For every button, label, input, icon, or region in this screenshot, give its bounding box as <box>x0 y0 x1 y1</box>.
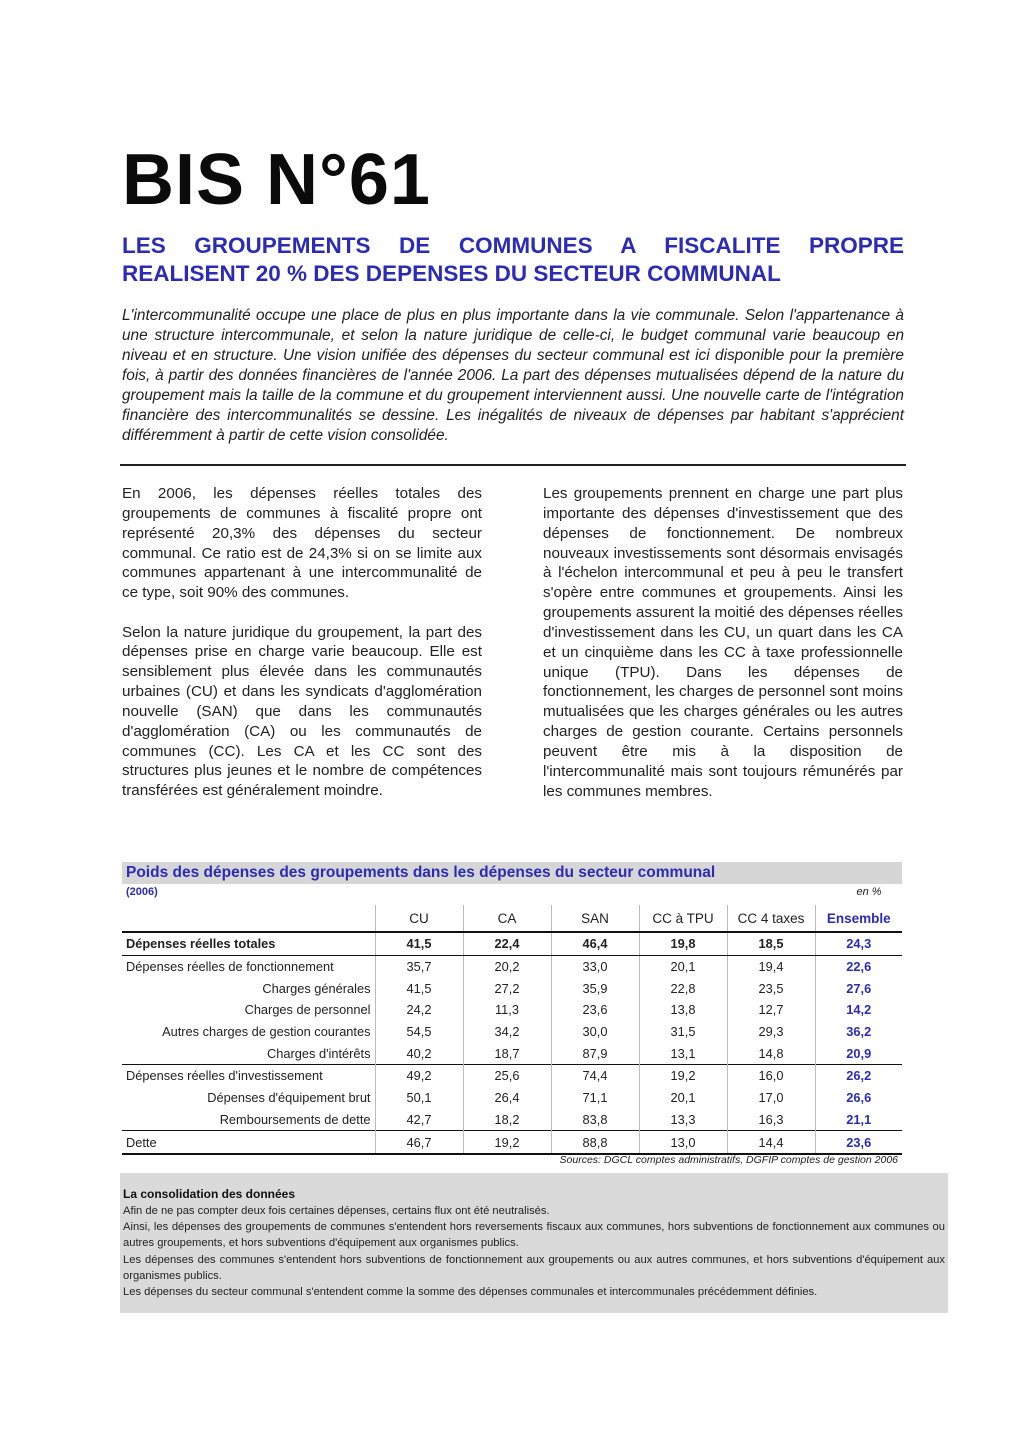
table-cell: 35,9 <box>551 977 639 999</box>
row-label: Autres charges de gestion courantes <box>162 1024 371 1040</box>
table-cell: 41,5 <box>375 932 463 955</box>
table-cell: 19,2 <box>463 1131 551 1154</box>
table-cell: 30,0 <box>551 1021 639 1043</box>
intro-paragraph: L'intercommunalité occupe une place de plus en plus importante dans la vie communale. Selon l'appartenance à une structure intercommunale, et selon la nature juridique de celle-ci, le budget communal varie beaucoup en niveau et en structure. Une vision unifiée des dépenses du secteur communal est ici disponible pour la première fois, à partir des données financières de l'année 2006. La part des dépenses mutualisées dépend de la nature du groupement mais la taille de la commune et du groupement interviennent aussi. Une nouvelle carte de l'intégration financière des intercommunalités se dessine. Les inégalités de niveaux de dépenses par habitant s'apprécient différemment à partir de cette vision consolidée. <box>122 307 904 444</box>
table-row <box>122 1021 902 1043</box>
table-cell: 27,2 <box>463 977 551 999</box>
table-cell: 88,8 <box>551 1131 639 1154</box>
body-paragraph: En 2006, les dépenses réelles totales des groupements de communes à fiscalité propre ont représenté 20,3% des dépenses du secteur communal. Ce ratio est de 24,3% si on se limite aux communes appartenant à une intercommunalité de ce type, soit 90% des communes. <box>122 485 482 602</box>
table-cell: 26,6 <box>815 1087 902 1109</box>
table-cell: 19,8 <box>639 932 727 955</box>
table-cell: 13,8 <box>639 999 727 1021</box>
table-header-row <box>122 905 902 932</box>
column-header: CA <box>463 905 551 932</box>
table-cell: 54,5 <box>375 1021 463 1043</box>
table-cell: 41,5 <box>375 977 463 999</box>
table-cell: 27,6 <box>815 977 902 999</box>
row-label: Dépenses d'équipement brut <box>207 1090 371 1106</box>
row-label: Dépenses réelles de fonctionnement <box>126 959 334 975</box>
table-cell: 23,6 <box>815 1131 902 1154</box>
table-cell: 42,7 <box>375 1109 463 1131</box>
row-label: Remboursements de dette <box>219 1111 371 1127</box>
table-cell: 71,1 <box>551 1087 639 1109</box>
bis-number-title: BIS N°61 <box>122 140 431 220</box>
table-cell: 14,4 <box>727 1131 815 1154</box>
table-cell: 26,2 <box>815 1065 902 1087</box>
table-cell: 13,3 <box>639 1109 727 1131</box>
table-row <box>122 977 902 999</box>
note-paragraph: Afin de ne pas compter deux fois certaines dépenses, certains flux ont été neutralisés. <box>123 1205 550 1217</box>
table-cell: 46,4 <box>551 932 639 955</box>
body-column-left <box>122 484 482 821</box>
table-row <box>122 999 902 1021</box>
table-cell: 26,4 <box>463 1087 551 1109</box>
headline <box>122 232 904 288</box>
table-cell: 13,0 <box>639 1131 727 1154</box>
table-cell: 35,7 <box>375 955 463 977</box>
column-header: CC à TPU <box>639 905 727 932</box>
table-cell: 11,3 <box>463 999 551 1021</box>
table-cell: 12,7 <box>727 999 815 1021</box>
table-sources: Sources: DGCL comptes administratifs, DGFIP comptes de gestion 2006 <box>559 1154 898 1166</box>
note-title: La consolidation des données <box>123 1187 296 1201</box>
table-cell: 25,6 <box>463 1065 551 1087</box>
table-cell: 31,5 <box>639 1021 727 1043</box>
body-paragraph: Selon la nature juridique du groupement, la part des dépenses prise en charge varie beaucoup. Elle est sensiblement plus élevée dans les communautés urbaines (CU) et dans les syndicats d'agglomération nouvelle (SAN) que dans les communautés d'agglomération (CA) ou les communautés de communes (CC). Les CA et les CC sont des structures plus jeunes et le nombre de compétences transférées est généralement moindre. <box>122 623 482 800</box>
table-cell: 18,2 <box>463 1109 551 1131</box>
note-text <box>123 1203 945 1300</box>
table-cell: 74,4 <box>551 1065 639 1087</box>
table-cell: 20,1 <box>639 955 727 977</box>
table-cell: 14,2 <box>815 999 902 1021</box>
table-cell: 18,7 <box>463 1042 551 1064</box>
table-cell: 29,3 <box>727 1021 815 1043</box>
headline-line-1: LES GROUPEMENTS DE COMMUNES A FISCALITE PROPRE <box>122 233 904 258</box>
table-cell: 21,1 <box>815 1109 902 1131</box>
table-cell: 23,5 <box>727 977 815 999</box>
row-label: Dépenses réelles totales <box>122 932 375 955</box>
column-header: Ensemble <box>815 905 902 932</box>
table-cell: 18,5 <box>727 932 815 955</box>
table-cell: 14,8 <box>727 1042 815 1064</box>
table-cell: 83,8 <box>551 1109 639 1131</box>
body-column-right <box>543 484 903 821</box>
table-cell: 20,9 <box>815 1042 902 1064</box>
data-table <box>122 905 902 1155</box>
table-cell: 20,2 <box>463 955 551 977</box>
table-cell: 22,8 <box>639 977 727 999</box>
table-cell: 40,2 <box>375 1042 463 1064</box>
table-cell: 24,2 <box>375 999 463 1021</box>
note-paragraph: Ainsi, les dépenses des groupements de communes s'entendent hors reversements fiscaux aux communes, hors subventions de fonctionnement aux communes ou autres groupements, et hors subventions d'équipement aux organismes publics. <box>123 1221 945 1250</box>
column-header: SAN <box>551 905 639 932</box>
table-cell: 23,6 <box>551 999 639 1021</box>
table-cell: 22,6 <box>815 955 902 977</box>
table-cell: 19,4 <box>727 955 815 977</box>
table-year: (2006) <box>126 886 158 898</box>
intro-divider <box>120 464 906 466</box>
table-title: Poids des dépenses des groupements dans les dépenses du secteur communal <box>126 864 716 881</box>
row-label: Dette <box>122 1131 375 1154</box>
headline-line-2: REALISENT 20 % DES DEPENSES DU SECTEUR COMMUNAL <box>122 261 781 286</box>
table-cell: 50,1 <box>375 1087 463 1109</box>
table-row <box>122 1131 902 1154</box>
table-cell: 34,2 <box>463 1021 551 1043</box>
column-header: CU <box>375 905 463 932</box>
column-header: CC 4 taxes <box>727 905 815 932</box>
body-paragraph: Les groupements prennent en charge une part plus importante des dépenses d'investissement que des dépenses de fonctionnement. De nombreux nouveaux investissements sont désormais envisagés à l'échelon intercommunal et peu à peu le transfert s'opère entre communes et groupements. Ainsi les groupements assurent la moitié des dépenses réelles d'investissement dans les CU, un quart dans les CA et un cinquième dans les CC à taxe professionnelle unique (TPU). Dans les dépenses de fonctionnement, les charges de personnel sont moins mutualisées que les charges générales ou les autres charges de gestion courante. Certains personnels peuvent être mis à la disposition de l'intercommunalité mais sont toujours rémunérés par les communes membres. <box>543 485 903 800</box>
table-row <box>122 932 902 955</box>
note-paragraph: Les dépenses du secteur communal s'entendent comme la somme des dépenses communales et intercommunales précédemment définies. <box>123 1286 818 1299</box>
table-cell: 87,9 <box>551 1042 639 1064</box>
table-cell: 36,2 <box>815 1021 902 1043</box>
table-cell: 24,3 <box>815 932 902 955</box>
table-cell: 49,2 <box>375 1065 463 1087</box>
table-cell: 13,1 <box>639 1042 727 1064</box>
table-cell: 46,7 <box>375 1131 463 1154</box>
note-paragraph: Les dépenses des communes s'entendent hors subventions de fonctionnement aux groupements ou aux autres communes, et hors subventions d'équipement aux organismes publics. <box>123 1253 945 1282</box>
table-cell: 19,2 <box>639 1065 727 1087</box>
table-row <box>122 1042 902 1064</box>
table-cell: 33,0 <box>551 955 639 977</box>
table-row <box>122 1087 902 1109</box>
row-label: Charges générales <box>262 980 371 996</box>
table-unit: en % <box>856 886 882 898</box>
table-cell: 22,4 <box>463 932 551 955</box>
table-row <box>122 1109 902 1131</box>
row-label: Charges d'intérêts <box>267 1045 371 1061</box>
table-cell: 16,0 <box>727 1065 815 1087</box>
table-cell: 17,0 <box>727 1087 815 1109</box>
column-header <box>122 905 375 932</box>
row-label: Dépenses réelles d'investissement <box>122 1065 375 1087</box>
table-row <box>122 1065 902 1087</box>
table-cell: 16,3 <box>727 1109 815 1131</box>
row-label: Charges de personnel <box>244 1002 371 1018</box>
table-row <box>122 955 902 977</box>
table-cell: 20,1 <box>639 1087 727 1109</box>
